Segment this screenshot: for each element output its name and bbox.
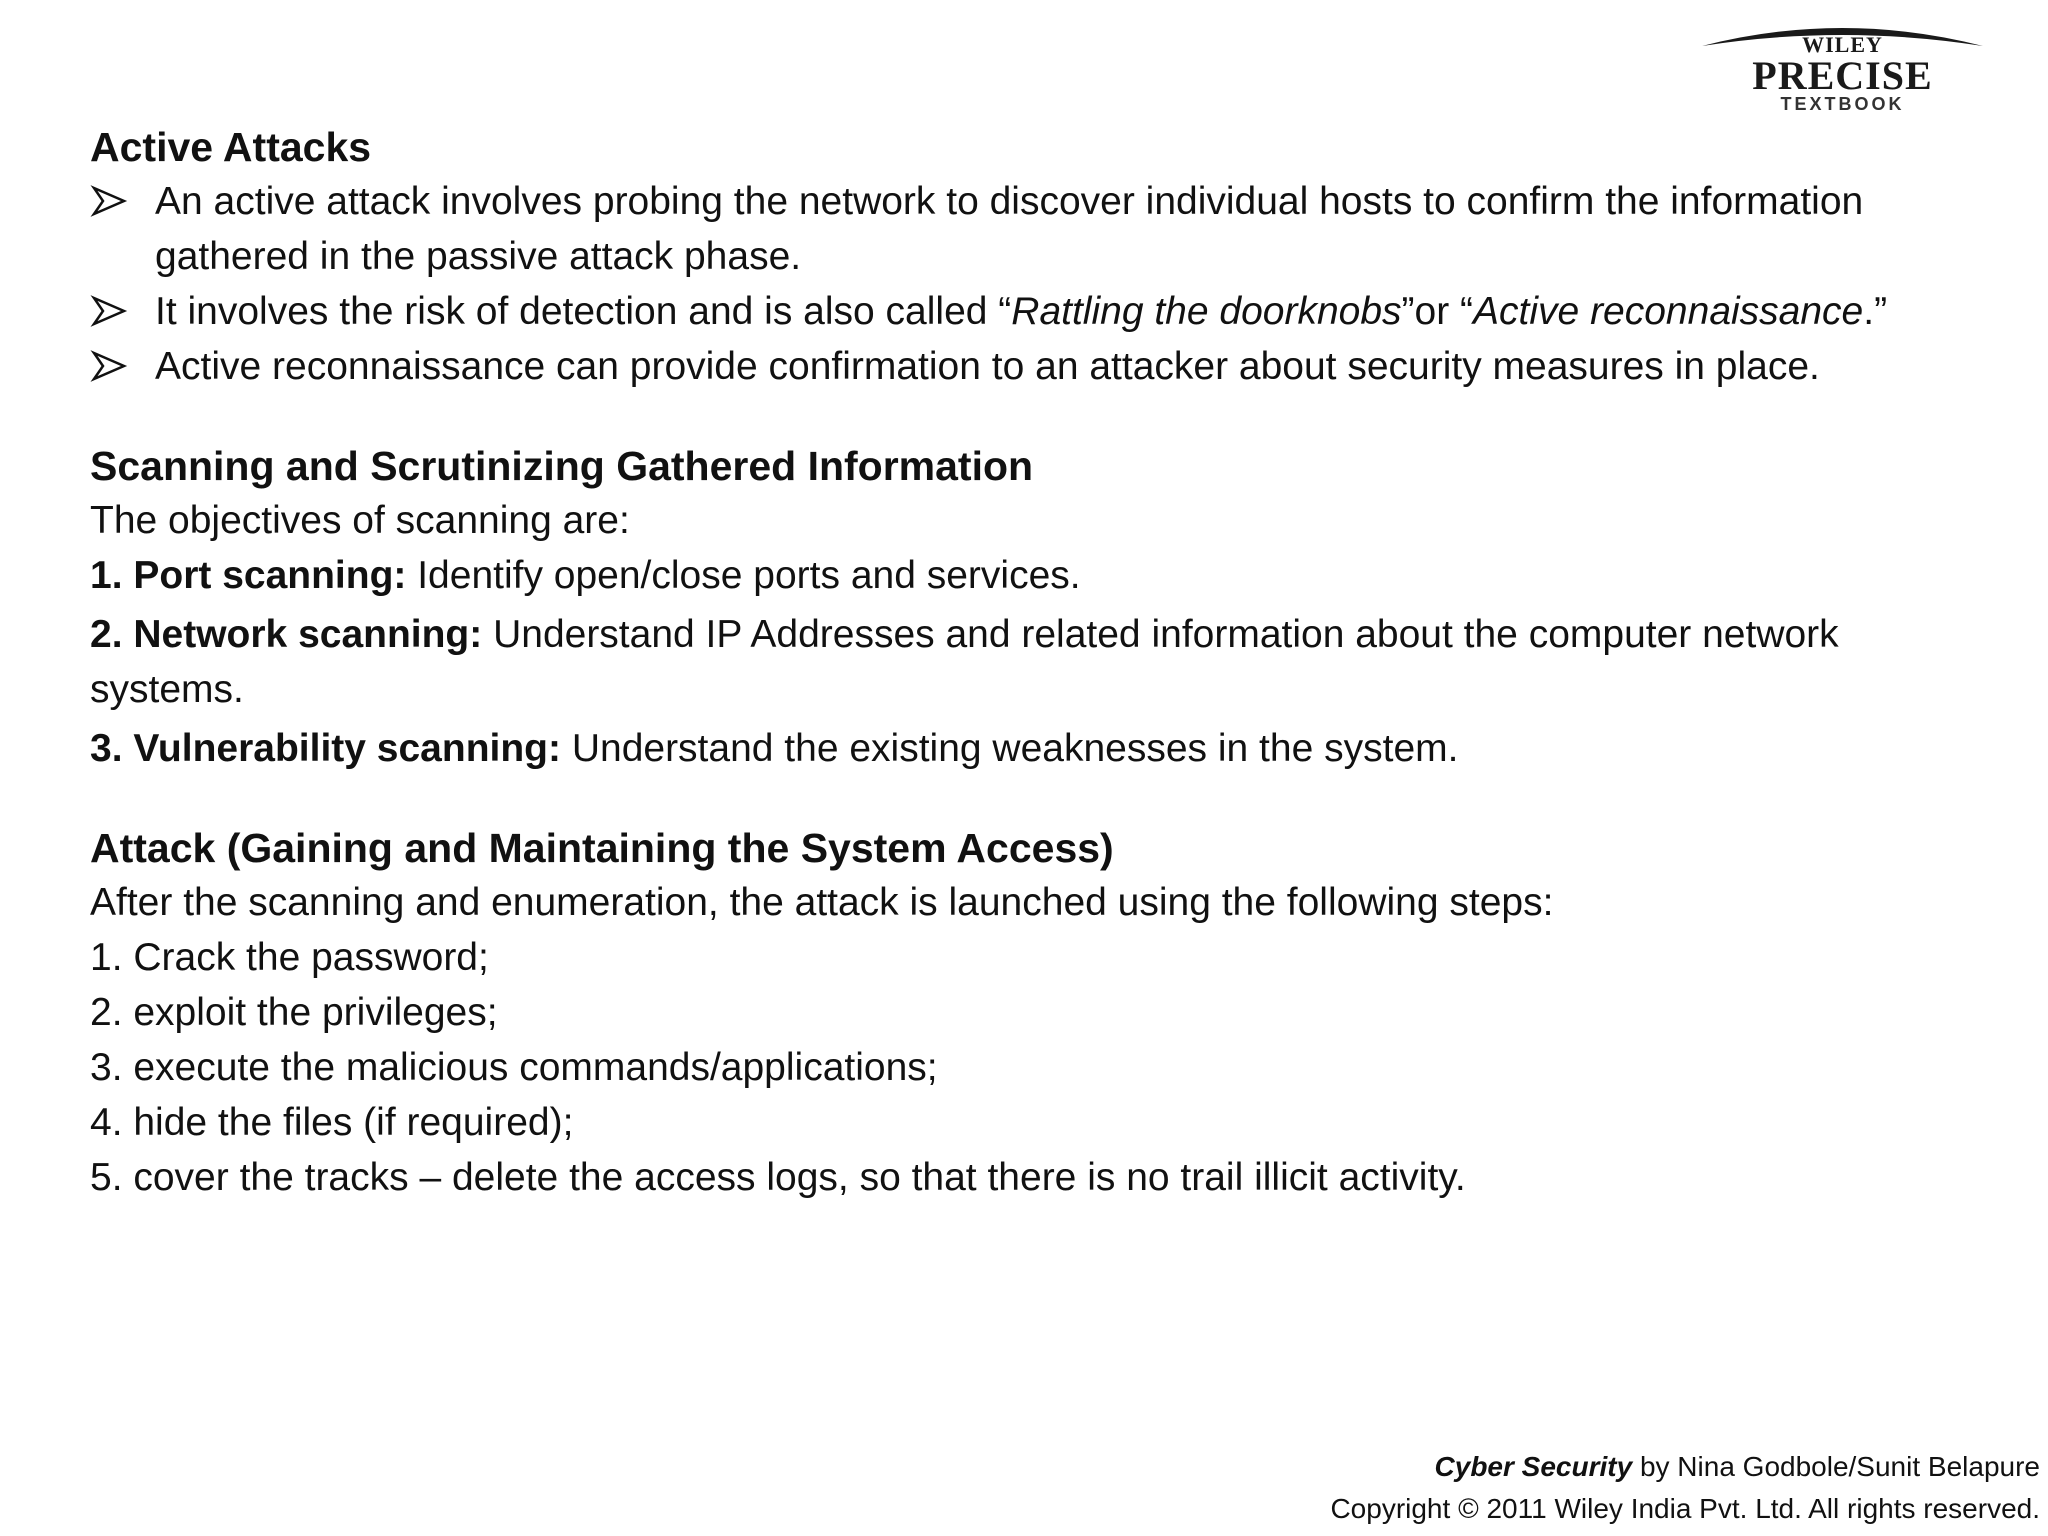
footer-copyright: Copyright © 2011 Wiley India Pvt. Ltd. All rights reserved. xyxy=(1330,1493,2040,1524)
objective-label: 3. Vulnerability scanning: xyxy=(90,727,561,770)
attack-step: 1. Crack the password; xyxy=(90,936,489,979)
logo-wiley-text: WILEY xyxy=(1802,32,1883,57)
arrow-bullet-icon xyxy=(90,174,130,229)
bullet-text-italic-term: Active reconnaissance xyxy=(1473,290,1864,333)
bullet-item xyxy=(90,339,1990,394)
arrow-bullet-icon xyxy=(90,339,130,394)
section-scanning xyxy=(90,439,1990,776)
scanning-intro: The objectives of scanning are: xyxy=(90,499,630,542)
arrow-bullet-icon xyxy=(90,284,130,339)
attack-step: 4. hide the files (if required); xyxy=(90,1101,574,1144)
slide-content xyxy=(90,120,1990,1205)
objective-text: Understand the existing weaknesses in the system. xyxy=(561,727,1459,770)
active-attacks-list xyxy=(90,174,1990,394)
footer-byline: by Nina Godbole/Sunit Belapure xyxy=(1632,1451,2040,1482)
bullet-item xyxy=(90,174,1990,284)
footer-credit xyxy=(1330,1446,2040,1530)
bullet-item xyxy=(90,284,1990,339)
bullet-text-pre: It involves the risk of detection and is also called “ xyxy=(155,290,1012,333)
section-heading-scanning: Scanning and Scrutinizing Gathered Information xyxy=(90,443,1034,489)
objective-item xyxy=(90,721,1990,776)
objective-item xyxy=(90,607,1990,717)
bullet-text-post: .” xyxy=(1863,290,1888,333)
section-attack xyxy=(90,821,1990,1205)
section-heading-active-attacks: Active Attacks xyxy=(90,124,372,170)
bullet-text-italic-term: Rattling the doorknobs xyxy=(1011,290,1402,333)
bullet-text-mid: ”or “ xyxy=(1401,290,1474,333)
wiley-precise-logo xyxy=(1700,18,1985,118)
attack-step: 5. cover the tracks – delete the access logs, so that there is no trail illicit activity. xyxy=(90,1156,1466,1199)
objective-text: Identify open/close ports and services. xyxy=(406,554,1081,597)
objective-label: 2. Network scanning: xyxy=(90,613,483,656)
attack-intro: After the scanning and enumeration, the attack is launched using the following steps: xyxy=(90,881,1554,924)
objective-label: 1. Port scanning: xyxy=(90,554,407,597)
bullet-text: An active attack involves probing the network to discover individual hosts to confirm the information gathered in the passive attack phase. xyxy=(155,180,1864,278)
section-heading-attack: Attack (Gaining and Maintaining the System Access) xyxy=(90,825,1114,871)
bullet-text: Active reconnaissance can provide confirmation to an attacker about security measures in place. xyxy=(155,345,1820,388)
attack-step: 3. execute the malicious commands/applications; xyxy=(90,1046,938,1089)
attack-step: 2. exploit the privileges; xyxy=(90,991,498,1034)
footer-book-line xyxy=(1330,1446,2040,1488)
logo-precise-text: PRECISE xyxy=(1752,53,1933,98)
logo-textbook-text: TEXTBOOK xyxy=(1780,94,1905,114)
objective-item xyxy=(90,548,1990,603)
objective-text: Understand IP Addresses and related information about the computer network systems. xyxy=(90,613,1839,711)
footer-book-title: Cyber Security xyxy=(1434,1451,1633,1482)
